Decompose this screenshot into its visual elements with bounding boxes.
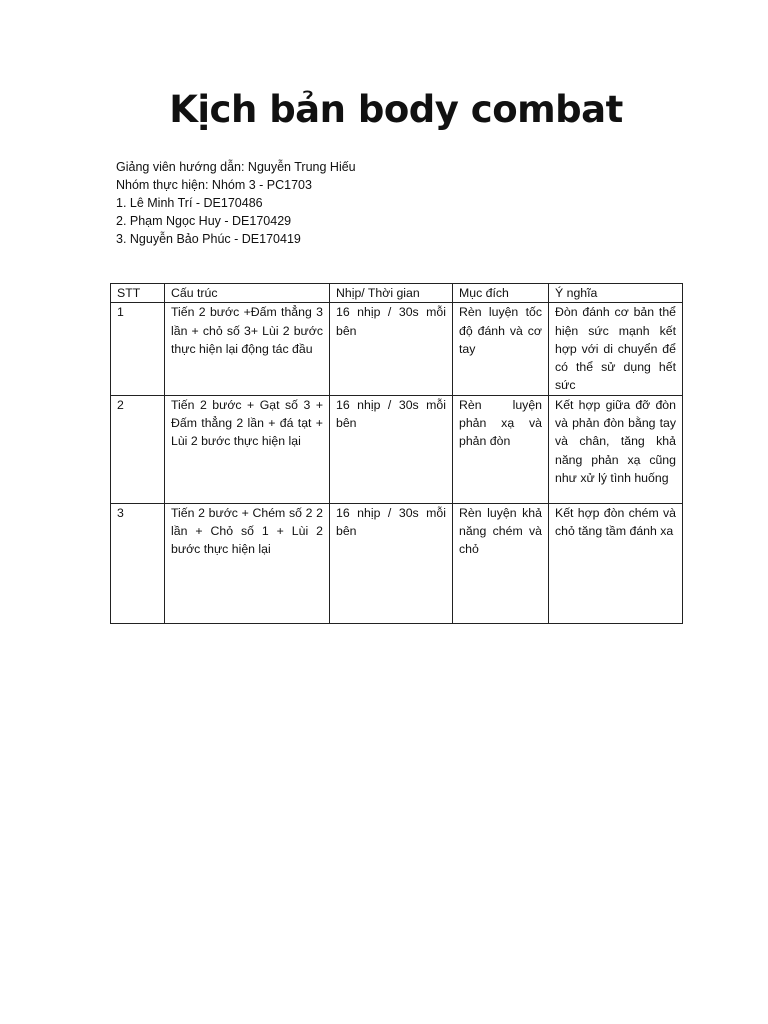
cell-meaning: Kết hợp đòn chém và chỏ tăng tầm đánh xa [549,503,683,623]
member-line-1: 1. Lê Minh Trí - DE170486 [116,196,263,210]
header-purpose: Mục đích [453,284,549,303]
info-block [116,158,356,248]
cell-stt: 1 [111,303,165,395]
table-row [111,395,683,503]
instructor-line: Giảng viên hướng dẫn: Nguyễn Trung Hiếu [116,160,356,174]
table-row [111,303,683,395]
member-line-2: 2. Phạm Ngọc Huy - DE170429 [116,214,292,228]
cell-stt: 3 [111,503,165,623]
cell-purpose: Rèn luyện tốc độ đánh và cơ tay [453,303,549,395]
cell-rhythm: 16 nhịp / 30s mỗi bên [330,503,453,623]
member-line-3: 3. Nguyễn Bảo Phúc - DE170419 [116,232,301,246]
cell-stt: 2 [111,395,165,503]
header-rhythm: Nhịp/ Thời gian [330,284,453,303]
cell-meaning: Kết hợp giữa đỡ đòn và phản đòn bằng tay và chân, tăng khả năng phản xạ cũng như xử lý tình huống [549,395,683,503]
group-line: Nhóm thực hiện: Nhóm 3 - PC1703 [116,178,312,192]
header-meaning: Ý nghĩa [549,284,683,303]
table-row [111,503,683,623]
cell-structure: Tiến 2 bước + Gạt số 3 + Đấm thẳng 2 lần + đá tạt + Lùi 2 bước thực hiện lại [165,395,330,503]
page-title: Kịch bản body combat [169,88,623,131]
cell-structure: Tiến 2 bước +Đấm thẳng 3 lần + chỏ số 3+ Lùi 2 bước thực hiện lại động tác đầu [165,303,330,395]
table-header-row [111,284,683,303]
cell-rhythm: 16 nhịp / 30s mỗi bên [330,303,453,395]
cell-rhythm: 16 nhịp / 30s mỗi bên [330,395,453,503]
cell-structure: Tiến 2 bước + Chém số 2 2 lần + Chỏ số 1 + Lùi 2 bước thực hiện lại [165,503,330,623]
cell-meaning: Đòn đánh cơ bản thể hiện sức mạnh kết hợp với di chuyển để có thể sử dụng hết sức [549,303,683,395]
header-stt: STT [111,284,165,303]
cell-purpose: Rèn luyện phản xạ và phản đòn [453,395,549,503]
header-structure: Cấu trúc [165,284,330,303]
combat-script-table [110,283,683,624]
cell-purpose: Rèn luyện khả năng chém và chỏ [453,503,549,623]
